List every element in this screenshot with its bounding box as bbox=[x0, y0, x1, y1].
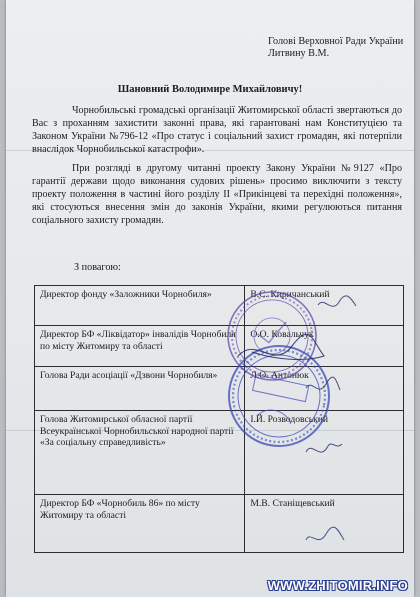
signatory-role: Директор БФ «Чорнобиль 86» по місту Житомиру та області bbox=[35, 495, 245, 553]
signatory-name: І.Й. Розводовський bbox=[245, 411, 404, 495]
document-page bbox=[6, 0, 414, 597]
addressee-title: Голові Верховної Ради України bbox=[268, 36, 404, 47]
salutation: Шановний Володимире Михайловичу! bbox=[117, 84, 303, 95]
addressee-block bbox=[268, 36, 403, 60]
signatory-name: О.О. Ковальчук bbox=[245, 326, 404, 367]
signatory-role: Голова Житомирської обласної партії Всеукраїнської Чорнобильської народної партії «За соціальну справедливість» bbox=[35, 411, 245, 495]
table-row bbox=[35, 326, 404, 367]
signatory-name: Л.О. Антонюк bbox=[245, 367, 404, 411]
signatory-name: В.С. Киричанський bbox=[245, 286, 404, 326]
table-row bbox=[35, 495, 404, 553]
signatory-role: Голова Ради асоціації «Дзвони Чорнобиля» bbox=[35, 367, 245, 411]
signatures-table bbox=[34, 285, 404, 553]
paragraph-request: При розгляді в другому читанні проекту Закону України №9127 «Про гарантії держави щодо виконання судових рішень» просимо виключити з тексту проекту положення в частині його розділу ІІ «Прикінцеві та перехідні положення», які стосуються внесення змін до законів України, якими регулюються питання соціального захисту громадян. bbox=[32, 163, 402, 226]
addressee-name: Литвину В.М. bbox=[268, 48, 330, 59]
table-row bbox=[35, 367, 404, 411]
closing-respect: З повагою: bbox=[74, 262, 121, 273]
table-row bbox=[35, 411, 404, 495]
signatory-role: Директор БФ «Ліквідатор» інвалідів Чорнобиля по місту Житомиру та області bbox=[35, 326, 245, 367]
signatory-name: М.В. Станіщевський bbox=[245, 495, 404, 553]
signatory-role: Директор фонду «Заложники Чорнобиля» bbox=[35, 286, 245, 326]
site-watermark: WWW.ZHITOMIR.INFO bbox=[267, 578, 408, 593]
table-row bbox=[35, 286, 404, 326]
paragraph-appeal: Чорнобильські громадські організації Житомирської області звертаються до Вас з проханням захистити законні права, які гарантовані нам Конституцією та Законом України №796-12 «Про статус і соціальний захист громадян, які потерпіли внаслідок Чорнобильської катастрофи». bbox=[32, 105, 402, 155]
